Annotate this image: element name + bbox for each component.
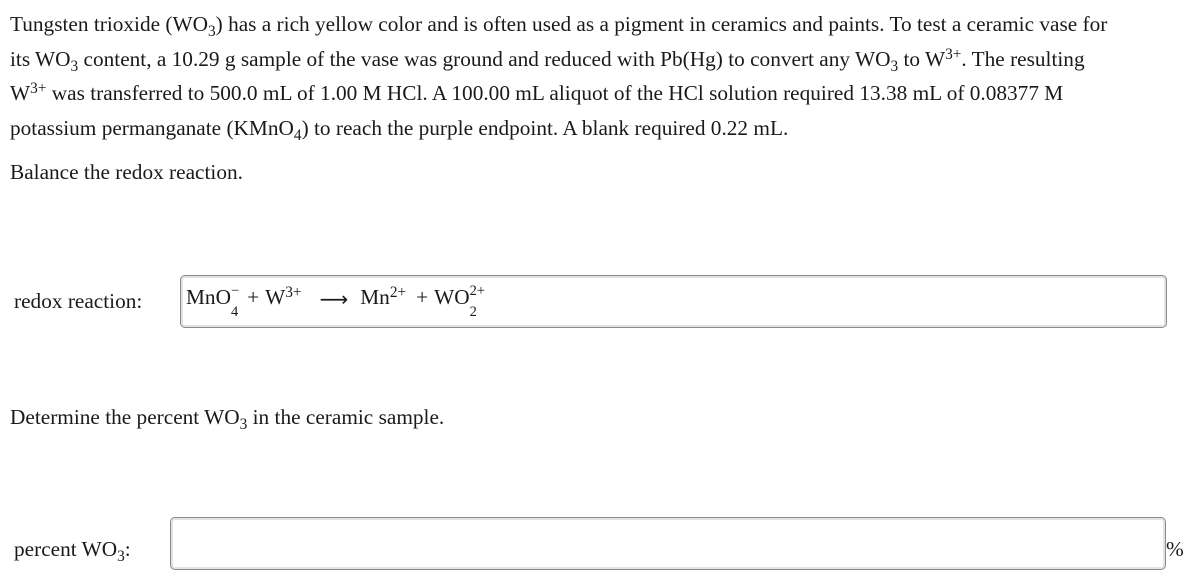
problem-line-3 [10, 81, 1190, 106]
percent-unit: % [1166, 537, 1184, 561]
superscript: 2+ [469, 283, 486, 300]
subscript: 3 [117, 548, 125, 566]
problem-text: to W [898, 47, 946, 71]
superscript: 3+ [945, 46, 962, 64]
superscript: 3+ [285, 284, 302, 302]
instruction-text: Determine the percent WO [10, 405, 240, 429]
label-text: percent WO [14, 537, 118, 561]
subscript: 4 [293, 127, 302, 145]
product-tungstyl-ion [434, 285, 485, 322]
problem-line-2 [10, 46, 1190, 76]
instruction-text: in the ceramic sample. [247, 405, 445, 429]
superscript: 2+ [389, 284, 407, 302]
subscript: 3 [207, 23, 216, 41]
superscript: − [230, 283, 240, 300]
subscript: 2 [469, 303, 477, 320]
problem-line-4 [10, 116, 1190, 145]
plus-sign: + [247, 285, 260, 309]
subscript: 4 [230, 303, 239, 320]
problem-text: its WO [10, 47, 71, 71]
product-manganese-ion [360, 285, 406, 310]
reactant-tungsten-ion [265, 285, 301, 310]
instruction-percent [10, 405, 1190, 434]
problem-text: ) has a rich yellow color and is often used as a pigment in ceramics and paints. To test a ceramic vase for [215, 12, 1108, 36]
reaction-arrow-icon: ⟶ [319, 287, 349, 311]
problem-text: was transferred to 500.0 mL of 1.00 M HCl. A 100.00 mL aliquot of the HCl solution required 13.38 mL of 0.08377 M [46, 81, 1064, 105]
instruction-balance: Balance the redox reaction. [10, 160, 243, 184]
plus-sign: + [416, 285, 429, 309]
formula-text: W [265, 285, 286, 309]
problem-text: ) to reach the purple endpoint. A blank required 0.22 mL. [301, 116, 789, 140]
problem-text: potassium permanganate (KMnO [10, 116, 294, 140]
reactant-permanganate [186, 285, 239, 322]
charge-stack [469, 283, 486, 321]
problem-line-1 [10, 12, 1190, 41]
formula-text: WO [434, 285, 470, 309]
problem-text: content, a 10.29 g sample of the vase was ground and reduced with Pb(Hg) to convert any WO [78, 47, 891, 71]
percent-label [14, 537, 131, 566]
problem-text: Tungsten trioxide (WO [10, 12, 208, 36]
formula-text: Mn [360, 285, 390, 309]
superscript: 3+ [30, 80, 47, 98]
redox-label: redox reaction: [14, 289, 143, 313]
problem-text: . The resulting [961, 47, 1085, 71]
charge-stack [230, 283, 240, 321]
formula-text: MnO [186, 285, 231, 309]
subscript: 3 [890, 58, 899, 76]
label-text: : [124, 537, 131, 561]
subscript: 3 [239, 416, 248, 434]
percent-input[interactable] [170, 517, 1166, 570]
problem-text: W [10, 81, 31, 105]
subscript: 3 [70, 58, 79, 76]
redox-equation[interactable] [186, 285, 485, 322]
